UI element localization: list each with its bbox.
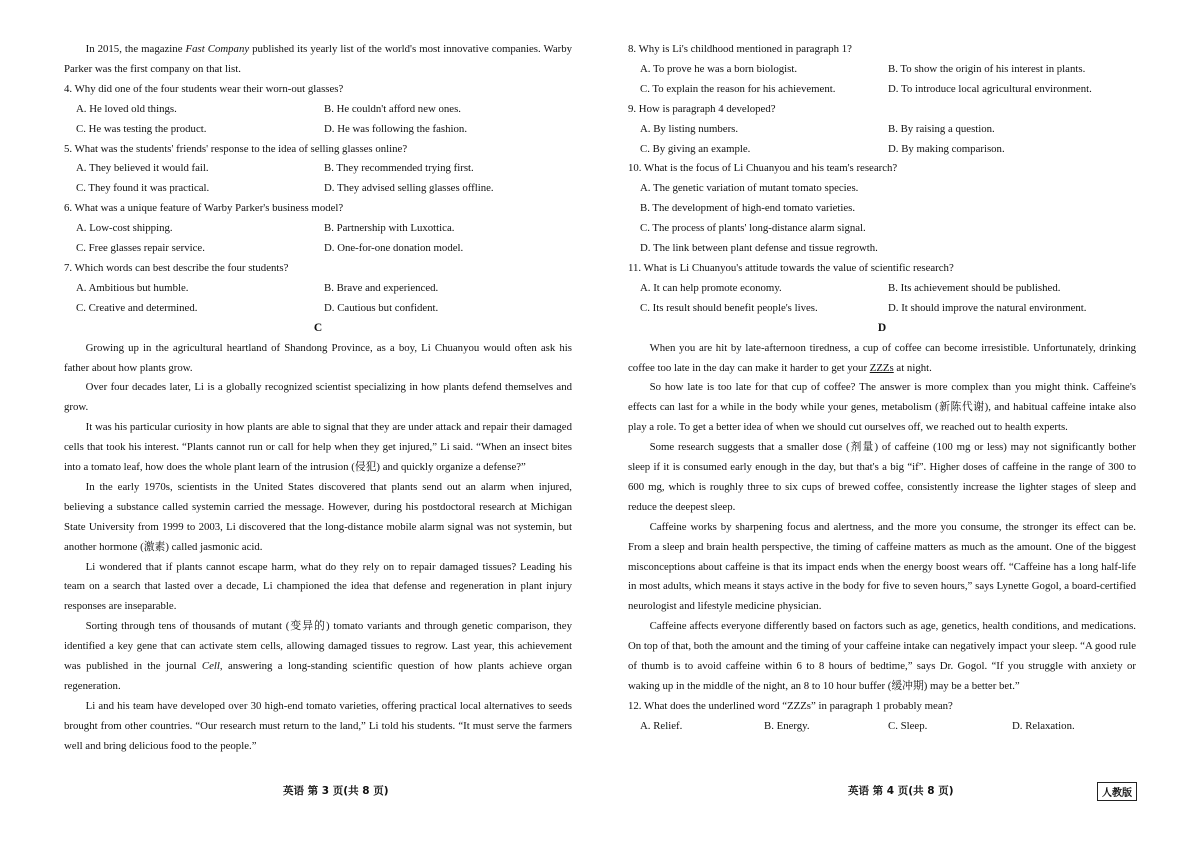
passage-d-paragraph-1 (628, 339, 1136, 379)
cell-text-b: , answering a long-standing scientific question of how plants achieve organ regeneration. (64, 660, 572, 692)
section-c-heading: C (313, 321, 323, 334)
section-d-heading: D (877, 321, 887, 334)
options (628, 120, 1136, 160)
passage-c-paragraph-5: Li wondered that if plants cannot escape harm, what do they rely on to repair damaged tissues? Leading his team on a search that lasted over a decade, Li championed the idea that defense and regeneration in plant injury responses are inseparable. (64, 560, 572, 613)
passage-c-paragraph-6 (64, 617, 572, 697)
option-b[interactable]: B. To show the origin of his interest in plants. (888, 62, 1086, 75)
option-d[interactable]: D. It should improve the natural environment. (888, 301, 1087, 314)
option-d[interactable]: D. By making comparison. (888, 142, 1005, 155)
options (628, 179, 1136, 259)
option-d[interactable]: D. They advised selling glasses offline. (324, 182, 494, 195)
passage-d-paragraph-5: Caffeine affects everyone differently based on factors such as age, genetics, health conditions, and medications. On top of that, both the amount and the timing of your caffeine intake can negatively impact your sleep. “A good rule of thumb is to avoid caffeine within 6 to 8 hours of bedtime,” says Dr. Gogol. “If you struggle with anxiety or waking up in the middle of the night, an 8 to 10 hour buffer (缓冲期) may be a better bet.” (628, 620, 1136, 692)
d-para1-text-a: When you are hit by late-afternoon tiredness, a cup of coffee can become irresistible. Unfortunately, drinking coffee too late in the day can make it harder to get your (628, 341, 1136, 374)
question-stem: 6. What was a unique feature of Warby Parker's business model? (64, 202, 344, 215)
question-10 (628, 159, 1136, 259)
options (628, 60, 1136, 100)
option-c[interactable]: C. Sleep. (888, 719, 928, 732)
option-c[interactable]: C. To explain the reason for his achievement. (640, 82, 836, 95)
options (64, 279, 572, 319)
option-a[interactable]: A. It can help promote economy. (640, 281, 782, 294)
passage-c-paragraph-7: Li and his team have developed over 30 high-end tomato varieties, offering practical local alternatives to seeds brought from other countries. “Our research must return to the land,” Li told his students. “It must serve the farmers well and bring delicious food to the people.” (64, 699, 572, 752)
options (64, 100, 572, 140)
option-d[interactable]: D. One-for-one donation model. (324, 242, 464, 255)
intro-text-b: published its yearly list of the world's most innovative companies. Warby Parker was the first company on that list. (64, 43, 573, 75)
question-12 (628, 697, 1136, 737)
options (628, 717, 1136, 737)
passage-d-paragraph-4: Caffeine works by sharpening focus and alertness, and the more you consume, the stronger its effect can be. From a sleep and brain health perspective, the timing of caffeine matters as much as the amount. One of the biggest misconceptions about caffeine is that its impact ends when the energy boost wears off. “Caffeine has a long half-life in most adults, which means it stays active in the body for five to seven hours,” says Lynette Gogol, a board-certified neurologist and lifestyle medicine physician. (628, 520, 1136, 613)
option-a[interactable]: A. He loved old things. (76, 102, 177, 115)
option-a[interactable]: A. The genetic variation of mutant tomato species. (640, 182, 859, 195)
passage-c-paragraph-4: In the early 1970s, scientists in the United States discovered that plants send out an alarm when injured, believing a substance called systemin carried the message. However, during his postdoctoral research at Michigan State University from 1999 to 2003, Li discovered that the long-distance mobile alarm signal was not systemin, but another hormone (激素) called jasmonic acid. (64, 480, 572, 553)
passage-c-paragraph-3: It was his particular curiosity in how plants are able to signal that they are under attack and repair their damaged cells that took his interest. “Plants cannot run or call for help when they get injured,” Li said. “When an insect bites into a tomato leaf, how does the whole plant learn of the intrusion (侵犯) and quickly organize a defense?” (64, 421, 572, 474)
magazine-name: Fast Company (185, 43, 250, 55)
option-c[interactable]: C. He was testing the product. (76, 122, 207, 135)
option-b[interactable]: B. Partnership with Luxottica. (324, 222, 455, 235)
question-stem: 7. Which words can best describe the four students? (64, 261, 289, 274)
option-c[interactable]: C. Free glasses repair service. (76, 242, 205, 255)
question-stem: 9. How is paragraph 4 developed? (628, 102, 776, 115)
option-b[interactable]: B. Energy. (764, 719, 810, 732)
passage-c-paragraph-2: Over four decades later, Li is a globally recognized scientist specializing in how plants defend themselves and grow. (64, 381, 572, 414)
question-7 (64, 259, 572, 319)
right-page-footer: 英语 第 4 页(共 8 页) (848, 785, 954, 797)
question-8 (628, 40, 1136, 100)
d-para1-text-b: at night. (893, 361, 932, 374)
underlined-word: ZZZs (869, 361, 894, 374)
intro-paragraph (64, 40, 572, 80)
right-page (628, 40, 1136, 737)
question-stem: 5. What was the students' friends' response to the idea of selling glasses online? (64, 142, 408, 155)
left-page-footer: 英语 第 3 页(共 8 页) (283, 785, 389, 797)
options (628, 279, 1136, 319)
intro-text-a: In 2015, the magazine (85, 43, 186, 55)
question-9 (628, 100, 1136, 160)
option-b[interactable]: B. Its achievement should be published. (888, 281, 1061, 294)
option-b[interactable]: B. He couldn't afford new ones. (324, 102, 461, 115)
question-6 (64, 199, 572, 259)
option-d[interactable]: D. The link between plant defense and tissue regrowth. (640, 242, 878, 255)
option-b[interactable]: B. Brave and experienced. (324, 281, 439, 294)
options (64, 159, 572, 199)
option-c[interactable]: C. The process of plants' long-distance alarm signal. (640, 222, 866, 235)
option-a[interactable]: A. To prove he was a born biologist. (640, 62, 798, 75)
options (64, 219, 572, 259)
question-stem: 11. What is Li Chuanyou's attitude towards the value of scientific research? (628, 261, 954, 274)
option-d[interactable]: D. He was following the fashion. (324, 122, 468, 135)
question-11 (628, 259, 1136, 319)
option-d[interactable]: D. Relaxation. (1012, 719, 1075, 732)
option-a[interactable]: A. Relief. (640, 719, 683, 732)
journal-name: Cell (201, 660, 220, 673)
option-b[interactable]: B. The development of high-end tomato varieties. (640, 202, 856, 215)
option-c[interactable]: C. They found it was practical. (76, 182, 210, 195)
question-5 (64, 140, 572, 200)
option-a[interactable]: A. Ambitious but humble. (76, 281, 189, 294)
cell-text-a: Sorting through tens of thousands of mutant (变异的) tomato variants and through genetic comparison, they identified a key gene that can activate stem cells, allowing damaged tissues to regrow. Last year, this achievement was published in the journal (64, 620, 572, 673)
passage-d-paragraph-3: Some research suggests that a smaller dose (剂量) of caffeine (100 mg or less) may not significantly bother sleep if it is consumed early enough in the day, but that's a big “if”. Higher doses of caffeine in the range of 300 to 600 mg, which is roughly three to six cups of brewed coffee, consistently increase the lighter stages of sleep and reduce the deepest sleep. (628, 441, 1136, 513)
option-b[interactable]: B. They recommended trying first. (324, 162, 474, 175)
option-b[interactable]: B. By raising a question. (888, 122, 995, 135)
question-stem: 8. Why is Li's childhood mentioned in paragraph 1? (628, 43, 852, 55)
option-c[interactable]: C. Creative and determined. (76, 301, 198, 314)
option-a[interactable]: A. By listing numbers. (640, 122, 739, 135)
option-d[interactable]: D. To introduce local agricultural environment. (888, 82, 1092, 95)
left-page (64, 40, 572, 757)
option-a[interactable]: A. They believed it would fail. (76, 162, 209, 175)
edition-badge: 人教版 (1097, 782, 1137, 801)
option-d[interactable]: D. Cautious but confident. (324, 301, 439, 314)
passage-d-paragraph-2: So how late is too late for that cup of coffee? The answer is more complex than you might think. Caffeine's effects can last for a while in the body while your genes, metabolism (新陈代谢), and habitual caffeine intake also play a role. To get a better idea of when we should cut ourselves off, we reached out to health experts. (628, 381, 1136, 434)
passage-c-paragraph-1: Growing up in the agricultural heartland of Shandong Province, as a boy, Li Chuanyou would often ask his father about how plants grow. (64, 341, 572, 374)
option-a[interactable]: A. Low-cost shipping. (76, 222, 173, 235)
option-c[interactable]: C. Its result should benefit people's lives. (640, 301, 818, 314)
question-stem: 12. What does the underlined word “ZZZs” in paragraph 1 probably mean? (628, 699, 953, 712)
option-c[interactable]: C. By giving an example. (640, 142, 751, 155)
question-4 (64, 80, 572, 140)
question-stem: 10. What is the focus of Li Chuanyou and his team's research? (628, 162, 898, 175)
question-stem: 4. Why did one of the four students wear their worn-out glasses? (64, 82, 344, 95)
